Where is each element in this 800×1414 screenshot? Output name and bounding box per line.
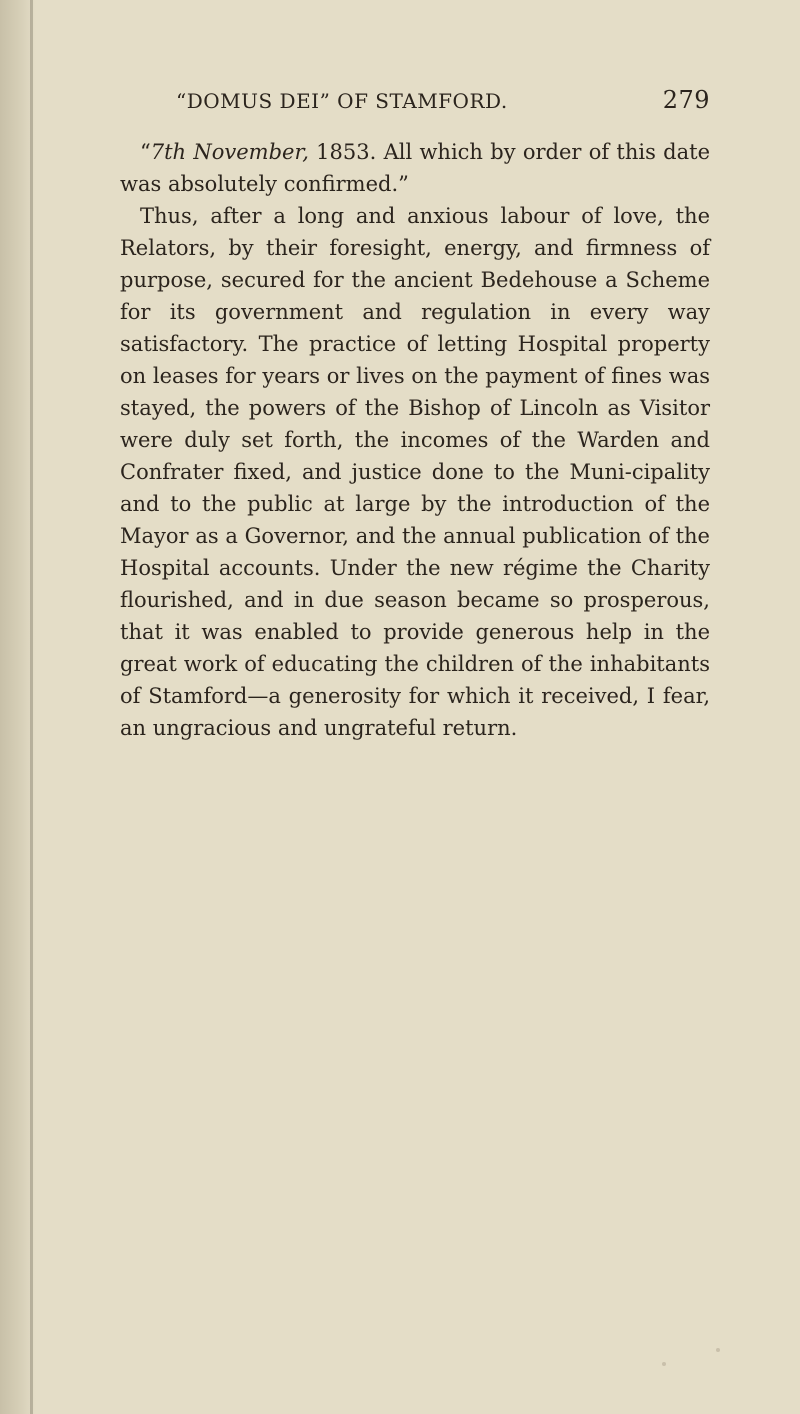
page-header	[176, 86, 710, 122]
paragraph-1-date: 7th November,	[150, 140, 309, 164]
paragraph-1-open-quote: “	[140, 140, 151, 164]
paragraph-1-text: 1853. All which by order of this date was absolutely confirmed.”	[120, 140, 710, 196]
page-number: 279	[662, 86, 710, 114]
paper-speck	[716, 1348, 720, 1352]
paper-speck	[662, 1362, 666, 1366]
paragraph-1	[120, 136, 710, 200]
paragraph-2: Thus, after a long and anxious labour of love, the Relators, by their foresight, energy, and firmness of purpose, secured for the ancient Bedehouse a Scheme for its government and regulation in every way satisfactory. The practice of letting Hospital property on leases for years or lives on the payment of fines was stayed, the powers of the Bishop of Lincoln as Visitor were duly set forth, the incomes of the Warden and Confrater fixed, and justice done to the Muni-cipality and to the public at large by the introduction of the Mayor as a Governor, and the annual publication of the Hospital accounts. Under the new régime the Charity flourished, and in due season became so prosperous, that it was enabled to provide generous help in the great work of educating the children of the inhabitants of Stamford—a generosity for which it received, I fear, an ungracious and ungrateful return.	[120, 204, 710, 740]
gutter-edge	[30, 0, 33, 1414]
body-text	[120, 136, 710, 744]
running-title: “DOMUS DEI” OF STAMFORD.	[176, 89, 508, 113]
